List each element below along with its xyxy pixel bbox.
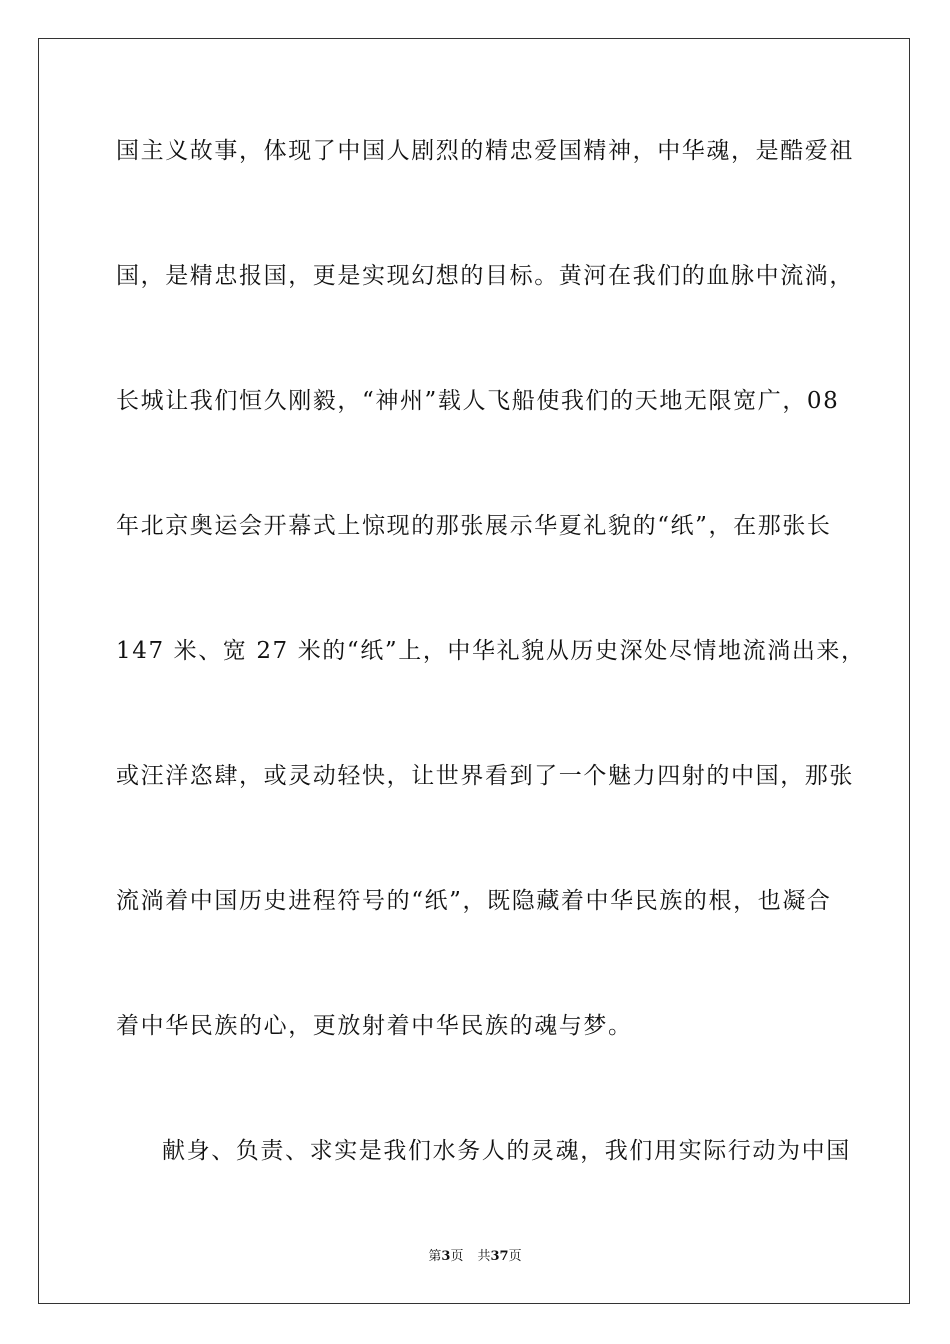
body-text-line: 年北京奥运会开幕式上惊现的那张展示华夏礼貌的“纸”，在那张长 [116, 513, 832, 539]
total-pages: 37 [490, 1249, 509, 1264]
body-text-line: 着中华民族的心，更放射着中华民族的魂与梦。 [116, 1013, 633, 1039]
page-footer [0, 1248, 950, 1266]
body-text-line: 或汪洋恣肆，或灵动轻快，让世界看到了一个魅力四射的中国，那张 [116, 763, 854, 789]
paragraph-start-line: 献身、负责、求实是我们水务人的灵魂，我们用实际行动为中国 [162, 1138, 851, 1164]
body-text-line: 流淌着中国历史进程符号的“纸”，既隐藏着中华民族的根，也凝合 [116, 888, 832, 914]
body-text-line: 国主义故事，体现了中国人剧烈的精忠爱国精神，中华魂，是酷爱祖 [116, 138, 854, 164]
page-number: 3 [441, 1249, 451, 1264]
total-suffix: 页 [508, 1249, 522, 1264]
total-prefix: 共 [477, 1249, 491, 1264]
body-text-line: 长城让我们恒久刚毅，“神州”载人飞船使我们的天地无限宽广，08 [116, 388, 840, 414]
page-suffix: 页 [450, 1249, 464, 1264]
body-text-line: 147 米、宽 27 米的“纸”上，中华礼貌从历史深处尽情地流淌出来， [116, 638, 866, 664]
page-prefix: 第 [428, 1249, 442, 1264]
body-text-line: 国，是精忠报国，更是实现幻想的目标。黄河在我们的血脉中流淌， [116, 263, 854, 289]
page-frame [38, 38, 910, 1304]
